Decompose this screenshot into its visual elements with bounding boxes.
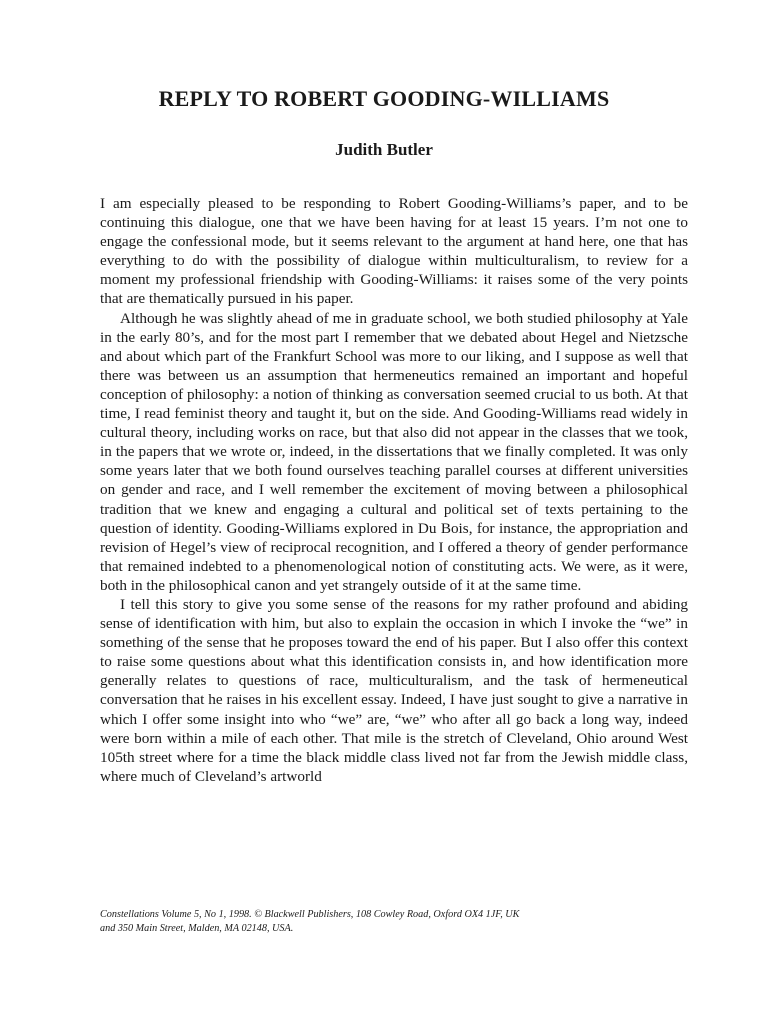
publication-footer xyxy=(100,908,688,935)
paragraph-3: I tell this story to give you some sense of the reasons for my rather profound and abiding sense of identification with him, but also to explain the occasion in which I invoke the “we” in something of the sense that he proposes toward the end of his paper. But I also offer this context to raise some questions about what this identification consists in, and how identification more generally relates to questions of race, multiculturalism, and the task of hermeneutical conversation that he raises in his excellent essay. Indeed, I have just sought to give a narrative in which I offer some insight into who “we” are, “we” who after all go back a long way, indeed were born within a mile of each other. That mile is the stretch of Cleveland, Ohio around West 105th street where for a time the black middle class lived not far from the Jewish middle class, where much of Cleveland’s artworld xyxy=(100,595,688,785)
footer-line-1: Constellations Volume 5, No 1, 1998. © Blackwell Publishers, 108 Cowley Road, Oxford OX4 1JF, UK xyxy=(100,909,520,920)
paragraph-2: Although he was slightly ahead of me in graduate school, we both studied philosophy at Yale in the early 80’s, and for the most part I remember that we debated about Hegel and Nietzsche and about which part of the Frankfurt School was more to our liking, and I suppose as well that there was between us an assumption that hermeneutics remained an important and hopeful conception of philosophy: a notion of thinking as conversation seemed crucial to us both. At that time, I read feminist theory and taught it, but on the side. And Gooding-Williams read widely in cultural theory, including works on race, but that also did not appear in the classes that we took, in the papers that we wrote or, indeed, in the dissertations that we finally completed. It was only some years later that we both found ourselves teaching parallel courses at different universities on gender and race, and I well remember the excitement of moving between a philosophical tradition that we knew and engaging a cultural and political set of texts pertaining to the question of identity. Gooding-Williams explored in Du Bois, for instance, the appropriation and revision of Hegel’s view of reciprocal recognition, and I offered a theory of gender performance that remained indebted to a phenomenological notion of constituting acts. We were, as it were, both in the philosophical canon and yet strangely outside of it at the same time. xyxy=(100,309,688,594)
article-body xyxy=(100,194,688,786)
paragraph-1: I am especially pleased to be responding to Robert Gooding-Williams’s paper, and to be continuing this dialogue, one that we have been having for at least 15 years. I’m not one to engage the confessional mode, but it seems relevant to the argument at hand here, one that has everything to do with the possibility of dialogue within multiculturalism, to review for a moment my professional friendship with Gooding-Williams: it raises some of the very points that are thematically pursued in his paper. xyxy=(100,195,688,308)
article-author: Judith Butler xyxy=(335,140,433,159)
footer-line-2: and 350 Main Street, Malden, MA 02148, USA. xyxy=(100,922,294,934)
article-title: REPLY TO ROBERT GOODING-WILLIAMS xyxy=(158,86,610,111)
